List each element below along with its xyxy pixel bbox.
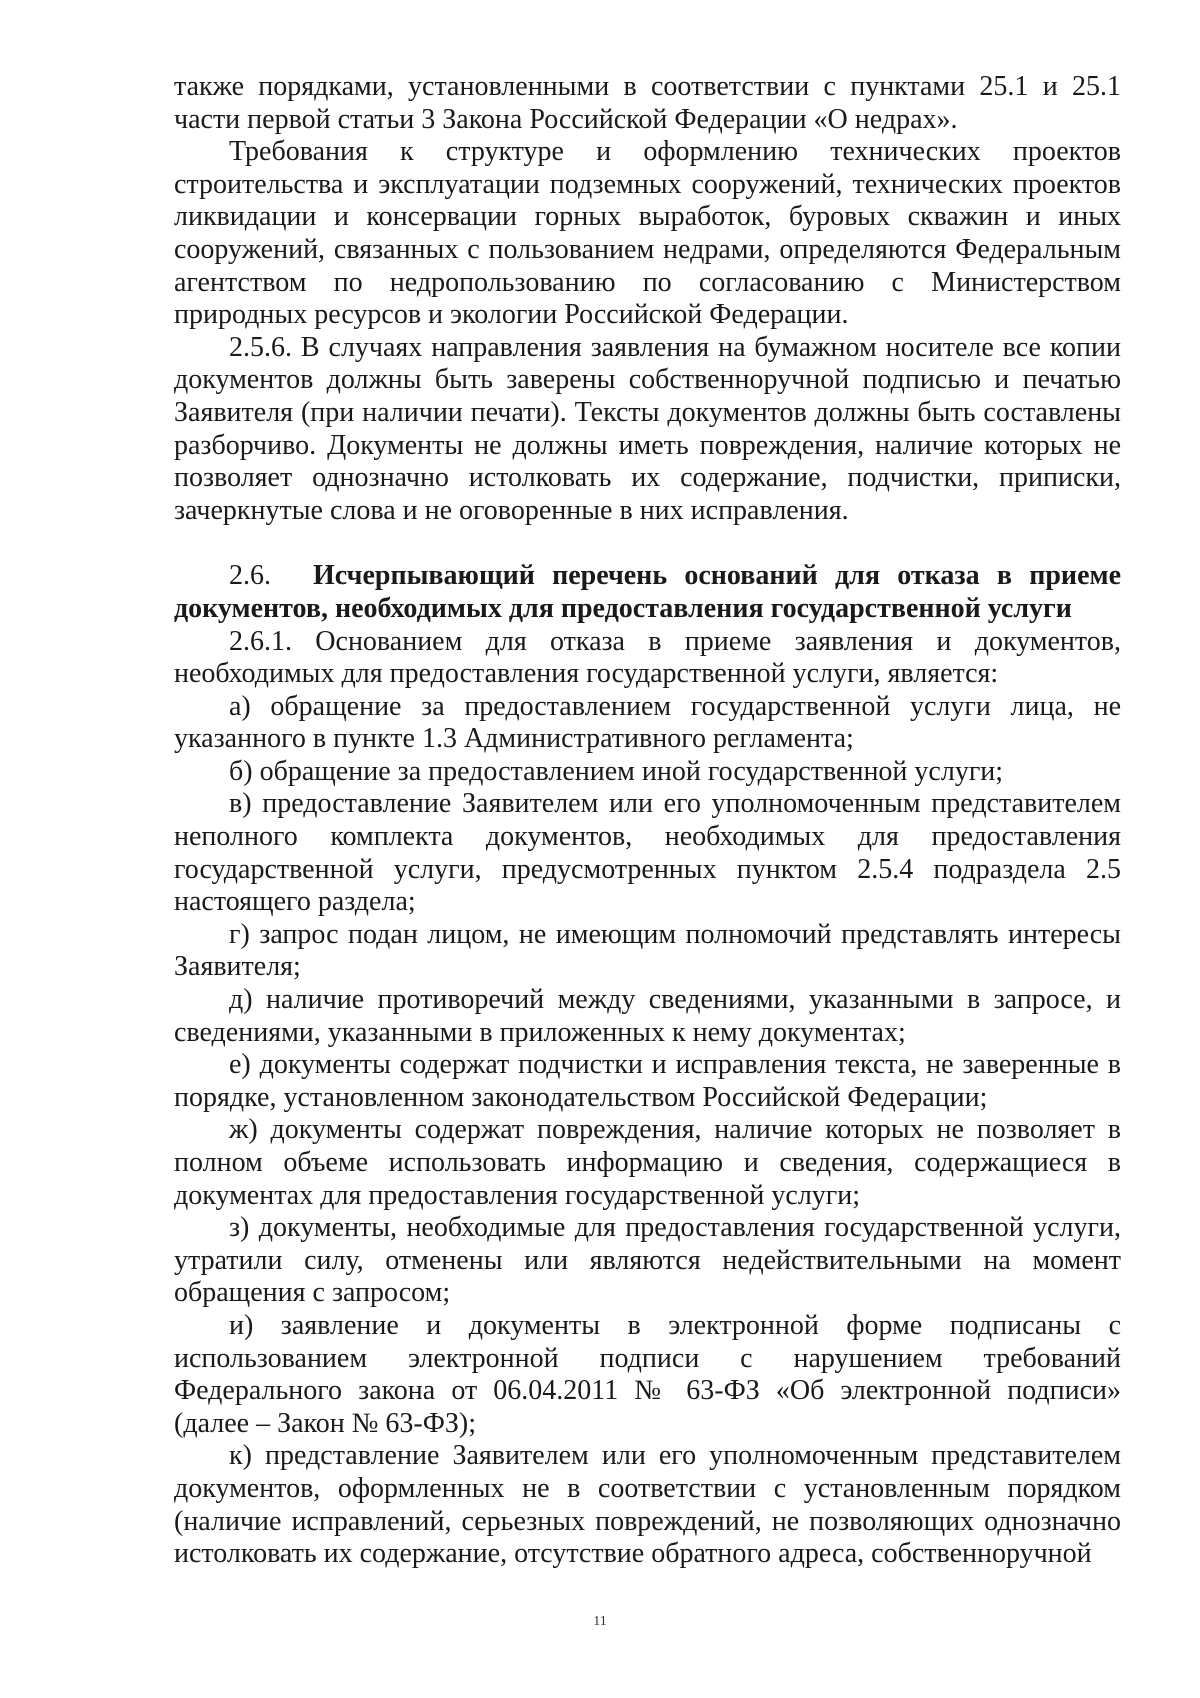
list-item-i: и) заявление и документы в электронной форме подписаны с использованием электронной подписи с нарушением требований Федерального закона от 06.04.2011 № 63-ФЗ «Об электронной подписи» (далее – Закон № 63-ФЗ); [174, 1309, 1121, 1439]
section-number: 2.6. [229, 560, 271, 592]
list-item-e: е) документы содержат подчистки и исправления текста, не заверенные в порядке, установленном законодательством Российской Федерации; [174, 1049, 1121, 1113]
paragraph-continuation: также порядками, установленными в соответствии с пунктами 25.1 и 25.1 части первой статьи 3 Закона Российской Федерации «О недрах». [174, 71, 1121, 135]
paragraph-2-5-6: 2.5.6. В случаях направления заявления на бумажном носителе все копии документов должны быть заверены собственноручной подписью и печатью Заявителя (при наличии печати). Тексты документов должны быть составлены разборчиво. Документы не должны иметь повреждения, наличие которых не позволяет однозначно истолковать их содержание, подчистки, приписки, зачеркнутые слова и не оговоренные в них исправления. [174, 331, 1121, 526]
list-item-z: з) документы, необходимые для предоставления государственной услуги, утратили силу, отменены или являются недействительными на момент обращения с запросом; [174, 1212, 1121, 1309]
list-item-k: к) представление Заявителем или его уполномоченным представителем документов, оформленных не в соответствии с установленным порядком (наличие исправлений, серьезных повреждений, не позволяющих однозначно истолковать их содержание, отсутствие обратного адреса, собственноручной [174, 1440, 1121, 1570]
page-number: 11 [593, 1614, 607, 1629]
paragraph-requirements: Требования к структуре и оформлению технических проектов строительства и эксплуатации подземных сооружений, технических проектов ликвидации и консервации горных выработок, буровых скважин и иных сооружений, связанных с пользованием недрами, определяются Федеральным агентством по недропользованию по согласованию с Министерством природных ресурсов и экологии Российской Федерации. [174, 136, 1121, 331]
list-item-d: д) наличие противоречий между сведениями, указанными в запросе, и сведениями, указанными в приложенных к нему документах; [174, 984, 1121, 1048]
paragraph-2-6-1: 2.6.1. Основанием для отказа в приеме заявления и документов, необходимых для предоставления государственной услуги, является: [174, 625, 1121, 690]
list-item-g: г) запрос подан лицом, не имеющим полномочий представлять интересы Заявителя; [174, 918, 1121, 983]
list-item-zh: ж) документы содержат повреждения, наличие которых не позволяет в полном объеме использовать информацию и сведения, содержащиеся в документах для предоставления государственной услуги; [174, 1114, 1121, 1211]
section-title: Исчерпывающий перечень оснований для отказа в приеме документов, необходимых для предоставления государственной услуги [174, 560, 1121, 624]
section-heading [174, 560, 1121, 625]
list-item-a: а) обращение за предоставлением государственной услуги лица, не указанного в пункте 1.3 Административного регламента; [174, 690, 1121, 755]
list-item-b: б) обращение за предоставлением иной государственной услуги; [229, 755, 1004, 787]
document-body [174, 71, 1121, 1571]
list-item-v: в) предоставление Заявителем или его уполномоченным представителем неполного комплекта документов, необходимых для предоставления государственной услуги, предусмотренных пунктом 2.5.4 подраздела 2.5 настоящего раздела; [174, 788, 1121, 918]
